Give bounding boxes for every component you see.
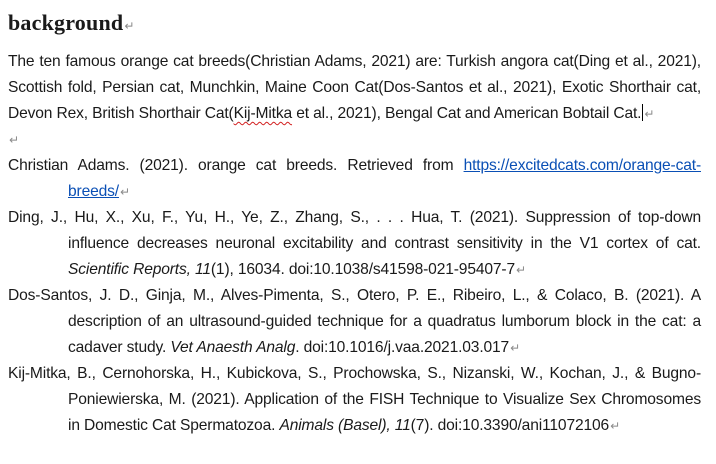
reference-entry[interactable] [8,361,701,439]
paragraph-mark: ↵ [644,107,655,121]
reference-text: Ding, J., Hu, X., Xu, F., Yu, H., Ye, Z., Zhang, S., . . . Hua, T. (2021). Suppression of top-down influence decreases neuronal excitability and contrast sensitivity in the V1 cortex of cat. [8,209,701,252]
paragraph-mark: ↵ [9,133,20,147]
reference-entry[interactable] [8,283,701,361]
reference-text: Dos-Santos, J. D., Ginja, M., Alves-Pimenta, S., Otero, P. E., Ribeiro, L., & Colaco, B. (2021). A description of an ultrasound-guided technique for a quadratus lumborum block in the cat: a cadaver study. [8,287,701,356]
paragraph-mark: ↵ [510,341,520,355]
section-heading[interactable] [8,9,701,40]
reference-text: Kij-Mitka, B., Cernohorska, H., Kubickova, S., Prochowska, S., Nizanski, W., Kochan, J., & Bugno-Poniewierska, M. (2021). Application of the FISH Technique to Visualize Sex Chromosomes in Domestic Cat Spermatozoa. [8,365,701,434]
empty-paragraph[interactable] [8,127,701,153]
reference-details: (7). doi:10.3390/ani11072106 [410,417,610,434]
reference-entry[interactable] [8,153,701,205]
document-page[interactable] [8,0,701,439]
journal-title: Animals (Basel), 11 [279,417,411,434]
body-paragraph[interactable] [8,49,701,127]
reference-details: (1), 16034. doi:10.1038/s41598-021-95407-7 [210,261,515,278]
journal-title: Scientific Reports, 11 [68,261,211,278]
paragraph-mark: ↵ [124,19,135,33]
spellcheck-flagged-word[interactable]: Kij-Mitka [233,105,293,122]
paragraph-mark: ↵ [515,263,526,277]
reference-hyperlink[interactable]: https://excitedcats.com/orange-cat-breeds/ [68,157,701,200]
reference-entry[interactable] [8,205,701,283]
journal-title: Vet Anaesth Analg [170,339,296,356]
paragraph-mark: ↵ [610,419,620,433]
paragraph-text-1: The ten famous orange cat breeds(Christian Adams, 2021) are: Turkish angora cat(Ding et al., 2021), Scottish fold, Persian cat, Munchkin, Maine Coon Cat(Dos-Santos et al., 2021), Exotic Shorthair cat, Devon Rex, British Shorthair Cat( [8,53,701,122]
reference-text: Christian Adams. (2021). orange cat breeds. Retrieved from [8,157,464,174]
paragraph-mark: ↵ [119,185,130,199]
reference-details: . doi:10.1016/j.vaa.2021.03.017 [295,339,510,356]
heading-text: background [8,10,124,35]
paragraph-text-2: et al., 2021), Bengal Cat and American Bobtail Cat. [292,105,642,122]
